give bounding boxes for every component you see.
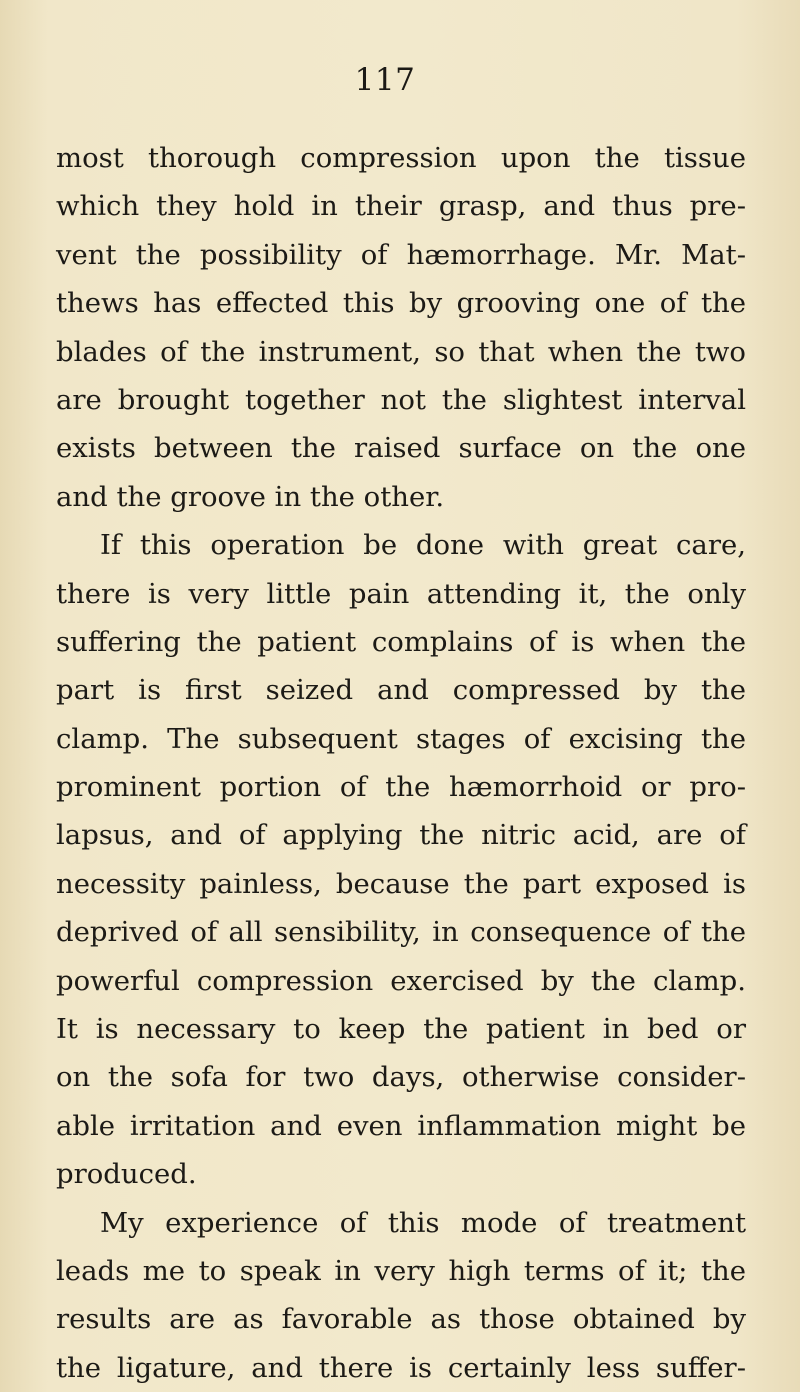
text-line: powerful compression exercised by the clamp.	[56, 964, 746, 997]
paragraph	[56, 134, 746, 521]
text-line: are brought together not the slightest interval	[56, 383, 746, 416]
text-line: the ligature, and there is certainly less suffer-	[56, 1351, 746, 1384]
text-line: part is first seized and compressed by the	[56, 674, 746, 707]
text-line: blades of the instrument, so that when the two	[56, 335, 746, 368]
text-line: which they hold in their grasp, and thus pre-	[56, 190, 746, 223]
text-line: on the sofa for two days, otherwise consider-	[56, 1061, 746, 1094]
text-line: able irritation and even inflammation might be	[56, 1109, 746, 1142]
text-line: exists between the raised surface on the one	[56, 432, 746, 465]
text-line: lapsus, and of applying the nitric acid, are of	[56, 819, 746, 852]
text-line: most thorough compression upon the tissue	[56, 142, 746, 174]
text-line: thews has effected this by grooving one of the	[56, 287, 746, 320]
paragraph	[56, 1199, 746, 1392]
body-text	[56, 134, 746, 1392]
text-line: prominent portion of the hæmorrhoid or pro-	[56, 771, 746, 804]
text-line: It is necessary to keep the patient in bed or	[56, 1013, 746, 1046]
text-line: and the groove in the other.	[56, 480, 445, 513]
text-line: there is very little pain attending it, the only	[56, 577, 746, 610]
paragraph	[56, 521, 746, 1198]
text-line: clamp. The subsequent stages of excising the	[56, 722, 746, 755]
text-line: leads me to speak in very high terms of it; the	[56, 1254, 746, 1287]
text-line: results are as favorable as those obtained by	[56, 1303, 746, 1336]
text-line: suffering the patient complains of is when the	[56, 625, 746, 658]
text-line: necessity painless, because the part exposed is	[56, 867, 746, 900]
text-line: My experience of this mode of treatment	[100, 1206, 746, 1239]
text-line: If this operation be done with great care,	[100, 529, 746, 562]
text-line: vent the possibility of hæmorrhage. Mr. Mat-	[56, 238, 746, 271]
text-line: deprived of all sensibility, in consequence of the	[56, 916, 746, 949]
page-number: 117	[354, 62, 416, 98]
text-line: produced.	[56, 1158, 197, 1191]
